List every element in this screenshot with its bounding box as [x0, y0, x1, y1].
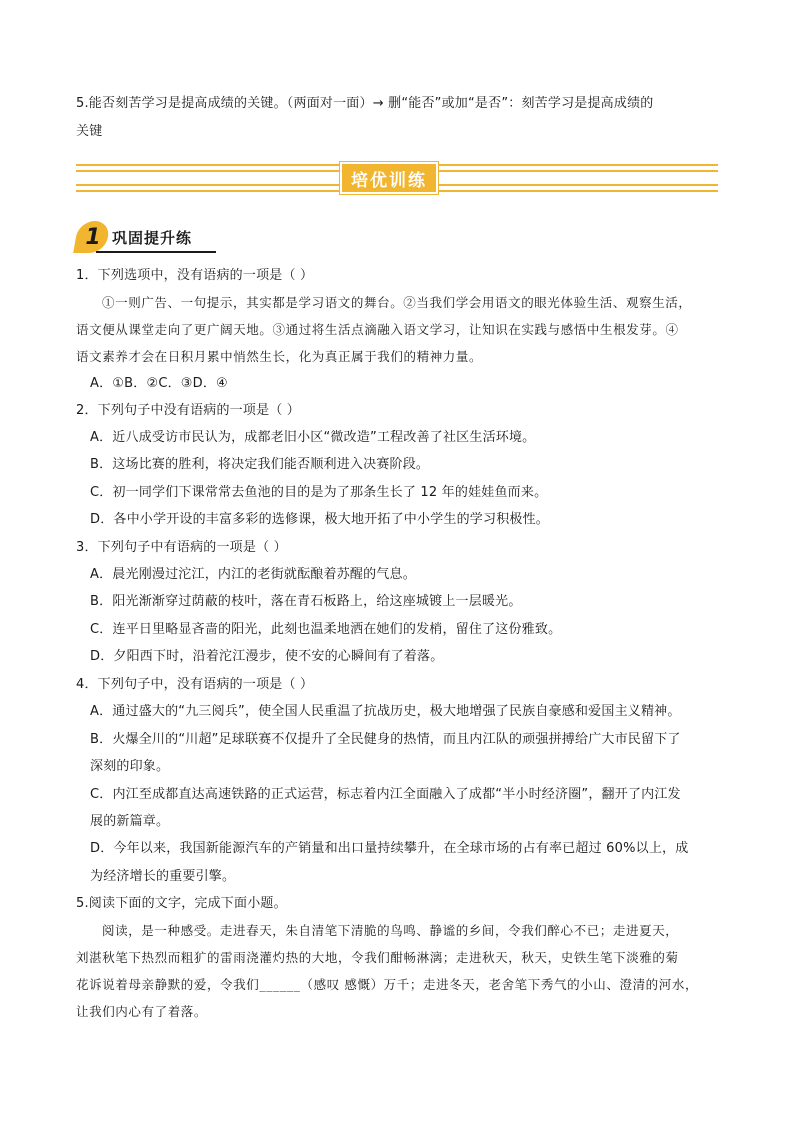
q3-option-c: C．连平日里略显吝啬的阳光，此刻也温柔地洒在她们的发梢，留住了这份雅致。: [90, 622, 562, 637]
q3-option-a: A．晨光刚漫过沱江，内江的老街就酝酿着苏醒的气息。: [90, 567, 416, 582]
q4-option-c-line-2: 展的新篇章。: [90, 814, 170, 829]
q2-option-b: B．这场比赛的胜利，将决定我们能否顺利进入决赛阶段。: [90, 457, 430, 472]
q4-option-d-line-2: 为经济增长的重要引擎。: [90, 869, 236, 884]
q3-option-d: D．夕阳西下时，沿着沱江漫步，使不安的心瞬间有了着落。: [90, 649, 444, 664]
q4-option-b-line-1: B．火爆全川的“川超”足球联赛不仅提升了全民健身的热情，而且内江队的顽强拼搏给广大市民留下了: [90, 732, 681, 747]
q5-passage-2: 刘湛秋笔下热烈而粗犷的雷雨浇灌灼热的大地，令我们酣畅淋漓；走进秋天，秋天，史铁生笔下淡雅的菊: [76, 950, 679, 965]
section-number: 1: [85, 224, 101, 250]
q3-option-b: B．阳光渐渐穿过荫蔽的枝叶，落在青石板路上，给这座城镀上一层暖光。: [90, 594, 522, 609]
section-underline: [96, 251, 216, 253]
q1-options: A．①B．②C．③D．④: [90, 376, 228, 391]
intro-line-2: 关键: [76, 124, 103, 139]
banner-title: 培优训练: [340, 162, 438, 194]
section-header: [76, 221, 216, 255]
q2-option-d: D．各中小学开设的丰富多彩的选修课，极大地开拓了中小学生的学习积极性。: [90, 512, 550, 527]
q1-stem: 1．下列选项中，没有语病的一项是（ ）: [76, 268, 314, 283]
q5-passage-1: 阅读，是一种感受。走进春天，朱自清笔下清脆的鸟鸣、静谧的乡间，令我们醉心不已；走进夏天，: [102, 923, 679, 938]
q5-stem: 5.阅读下面的文字，完成下面小题。: [76, 896, 287, 911]
q2-option-c: C．初一同学们下课常常去鱼池的目的是为了那条生长了 12 年的娃娃鱼而来。: [90, 485, 548, 500]
q4-option-a: A．通过盛大的“九三阅兵”，使全国人民重温了抗战历史，极大地增强了民族自豪感和爱国主义精神。: [90, 704, 681, 719]
q1-passage-1: ①一则广告、一句提示，其实都是学习语文的舞台。②当我们学会用语文的眼光体验生活、观察生活，: [102, 295, 692, 310]
q5-passage-4: 让我们内心有了着落。: [76, 1004, 208, 1019]
q5-passage-3: 花诉说着母亲静默的爱，令我们______（感叹 感慨）万千；走进冬天，老舍笔下秀气的小山、澄清的河水，: [76, 977, 699, 992]
q4-option-b-line-2: 深刻的印象。: [90, 759, 170, 774]
q1-passage-3: 语文素养才会在日积月累中悄然生长，化为真正属于我们的精神力量。: [76, 349, 483, 364]
q4-option-d-line-1: D．今年以来，我国新能源汽车的产销量和出口量持续攀升，在全球市场的占有率已超过 60%以上，成: [90, 841, 689, 856]
q3-stem: 3．下列句子中有语病的一项是（ ）: [76, 540, 287, 555]
q4-option-c-line-1: C．内江至成都直达高速铁路的正式运营，标志着内江全面融入了成都“半小时经济圈”，翻开了内江发: [90, 787, 681, 802]
q4-stem: 4．下列句子中，没有语病的一项是（ ）: [76, 677, 314, 692]
q2-stem: 2．下列句子中没有语病的一项是（ ）: [76, 403, 301, 418]
q2-option-a: A．近八成受访市民认为，成都老旧小区“微改造”工程改善了社区生活环境。: [90, 430, 536, 445]
q1-passage-2: 语文便从课堂走向了更广阔天地。③通过将生活点滴融入语文学习，让知识在实践与感悟中生根发芽。④: [76, 322, 679, 337]
intro-line-1: 5.能否刻苦学习是提高成绩的关键。（两面对一面）→ 删“能否”或加“是否”：刻苦学习是提高成绩的: [76, 96, 654, 111]
section-title: 巩固提升练: [112, 229, 193, 247]
section-banner: [76, 160, 718, 196]
